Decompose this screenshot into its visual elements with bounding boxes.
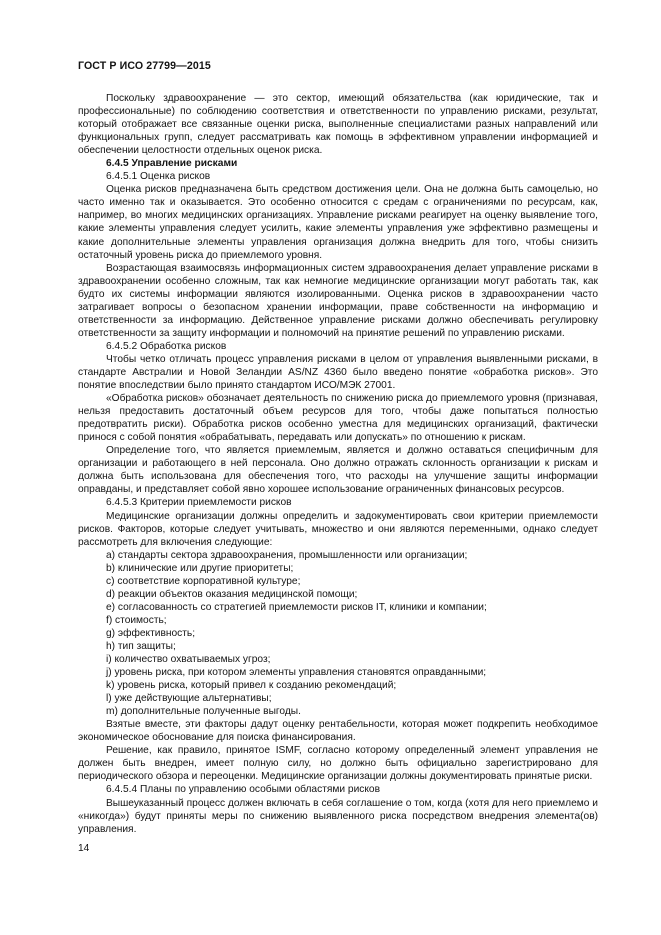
list-item: e) согласованность со стратегией приемлемости рисков IT, клиники и компании; — [106, 601, 487, 613]
subsection-heading: 6.4.5.3 Критерии приемлемости рисков — [106, 497, 292, 509]
list-item: l) уже действующие альтернативы; — [106, 693, 272, 705]
subsection-heading: 6.4.5.2 Обработка рисков — [106, 340, 227, 352]
paragraph: Определение того, что является приемлемым, является и должно оставаться специфичным для организации и работающего в ней персонала. Оно должно отражать склонность организации к рискам и должна быть использована для обеспечения того, что расходы на улучшение защиты информации оправданы, и представляет собой явно хорошее использование ограниченных финансовых ресурсов. — [78, 445, 598, 496]
list-item: b) клинические или другие приоритеты; — [106, 562, 294, 574]
subsection-heading: 6.4.5.1 Оценка рисков — [106, 171, 211, 183]
list-item: i) количество охватываемых угроз; — [106, 654, 271, 666]
paragraph: Поскольку здравоохранение — это сектор, имеющий обязательства (как юридические, так и профессиональные) по соблюдению соответствия и ответственности по управлению рисками, результат, который отображает все связанные оценки риска, выполненные специалистами разных направлений или функциональных групп, следует рассматривать как помощь в эффективном управлении информацией и обеспечении целостности отдельных оценок риска. — [78, 93, 598, 157]
list-item: f) стоимость; — [106, 614, 167, 626]
list-item: d) реакции объектов оказания медицинской помощи; — [106, 588, 358, 600]
subsection-heading: 6.4.5.4 Планы по управлению особыми областями рисков — [106, 784, 381, 796]
paragraph: Чтобы четко отличать процесс управления рисками в целом от управления выявленными рисками, в стандарте Австралии и Новой Зеландии AS/NZ 4360 было введено понятие «обработка рисков». Это понятие впоследствии было принято стандартом ИСО/МЭК 27001. — [78, 353, 598, 392]
list-item: h) тип защиты; — [106, 640, 176, 652]
page-number: 14 — [78, 843, 90, 854]
paragraph: Решение, как правило, принятое ISMF, согласно которому определенный элемент управления не должен быть внедрен, имеет полную силу, но должно быть официально зарегистрировано для периодического обзора и переоценки. Медицинские организации должны документировать принятые риски. — [78, 745, 598, 783]
paragraph: Вышеуказанный процесс должен включать в себя соглашение о том, когда (хотя для него приемлемо и «никогда») будут приняты меры по снижению выявленного риска посредством внедрения элемента(ов) управления. — [78, 797, 598, 835]
list-item: k) уровень риска, который привел к созданию рекомендаций; — [106, 680, 397, 692]
paragraph: Возрастающая взаимосвязь информационных систем здравоохранения делает управление рисками в здравоохранении особенно сложным, так как немногие медицинские организации могут работать так, как будто их системы информации являются изолированными. Оценка рисков в здравоохранении часто затрагивает вопросы о безопасном хранении информации, праве собственности на информацию и ответственности за информацию. Действенное управление рисками должно обеспечивать регулировку ответственности за защиту информации и полномочий на принятие решений по управлению рисками. — [78, 262, 598, 339]
paragraph: Медицинские организации должны определить и задокументировать свои критерии приемлемости рисков. Факторов, которые следует учитывать, множество и они являются переменными, однако следует рассмотреть для включения следующие: — [78, 510, 598, 548]
paragraph: Оценка рисков предназначена быть средством достижения цели. Она не должна быть самоцелью, но часто именно так и оказывается. Это особенно относится с средам с ограничениями по ресурсам, как, например, во многих медицинских организациях. Управление рисками реагирует на оценку выявление того, какие элементы управления следует усилить, какие элементы управления уже эффективно размещены и какие дополнительные элементы управления организация должна внедрить для того, чтобы снизить остаточный уровень риска до приемлемого уровня. — [78, 184, 598, 261]
document-header: ГОСТ Р ИСО 27799—2015 — [78, 60, 211, 72]
section-heading: 6.4.5 Управление рисками — [106, 158, 238, 170]
list-item: g) эффективность; — [106, 627, 196, 639]
document-body — [78, 92, 598, 836]
list-item: j) уровень риска, при котором элементы управления становятся оправданными; — [106, 667, 487, 679]
list-item: c) соответствие корпоративной культуре; — [106, 575, 301, 587]
paragraph: «Обработка рисков» обозначает деятельность по снижению риска до приемлемого уровня (признавая, нельзя предоставить достаточный объем ресурсов для того, чтобы даже попытаться полностью предотвратить риски). Обработка рисков особенно уместна для медицинских организаций, фактически принося с собой понятия «обрабатывать, передавать или допускать» по отношению к рискам. — [78, 393, 598, 444]
paragraph: Взятые вместе, эти факторы дадут оценку рентабельности, которая может подкрепить необходимое экономическое обоснование для поиска финансирования. — [78, 719, 598, 744]
list-item: a) стандарты сектора здравоохранения, промышленности или организации; — [106, 549, 468, 561]
list-item: m) дополнительные полученные выгоды. — [106, 706, 301, 718]
